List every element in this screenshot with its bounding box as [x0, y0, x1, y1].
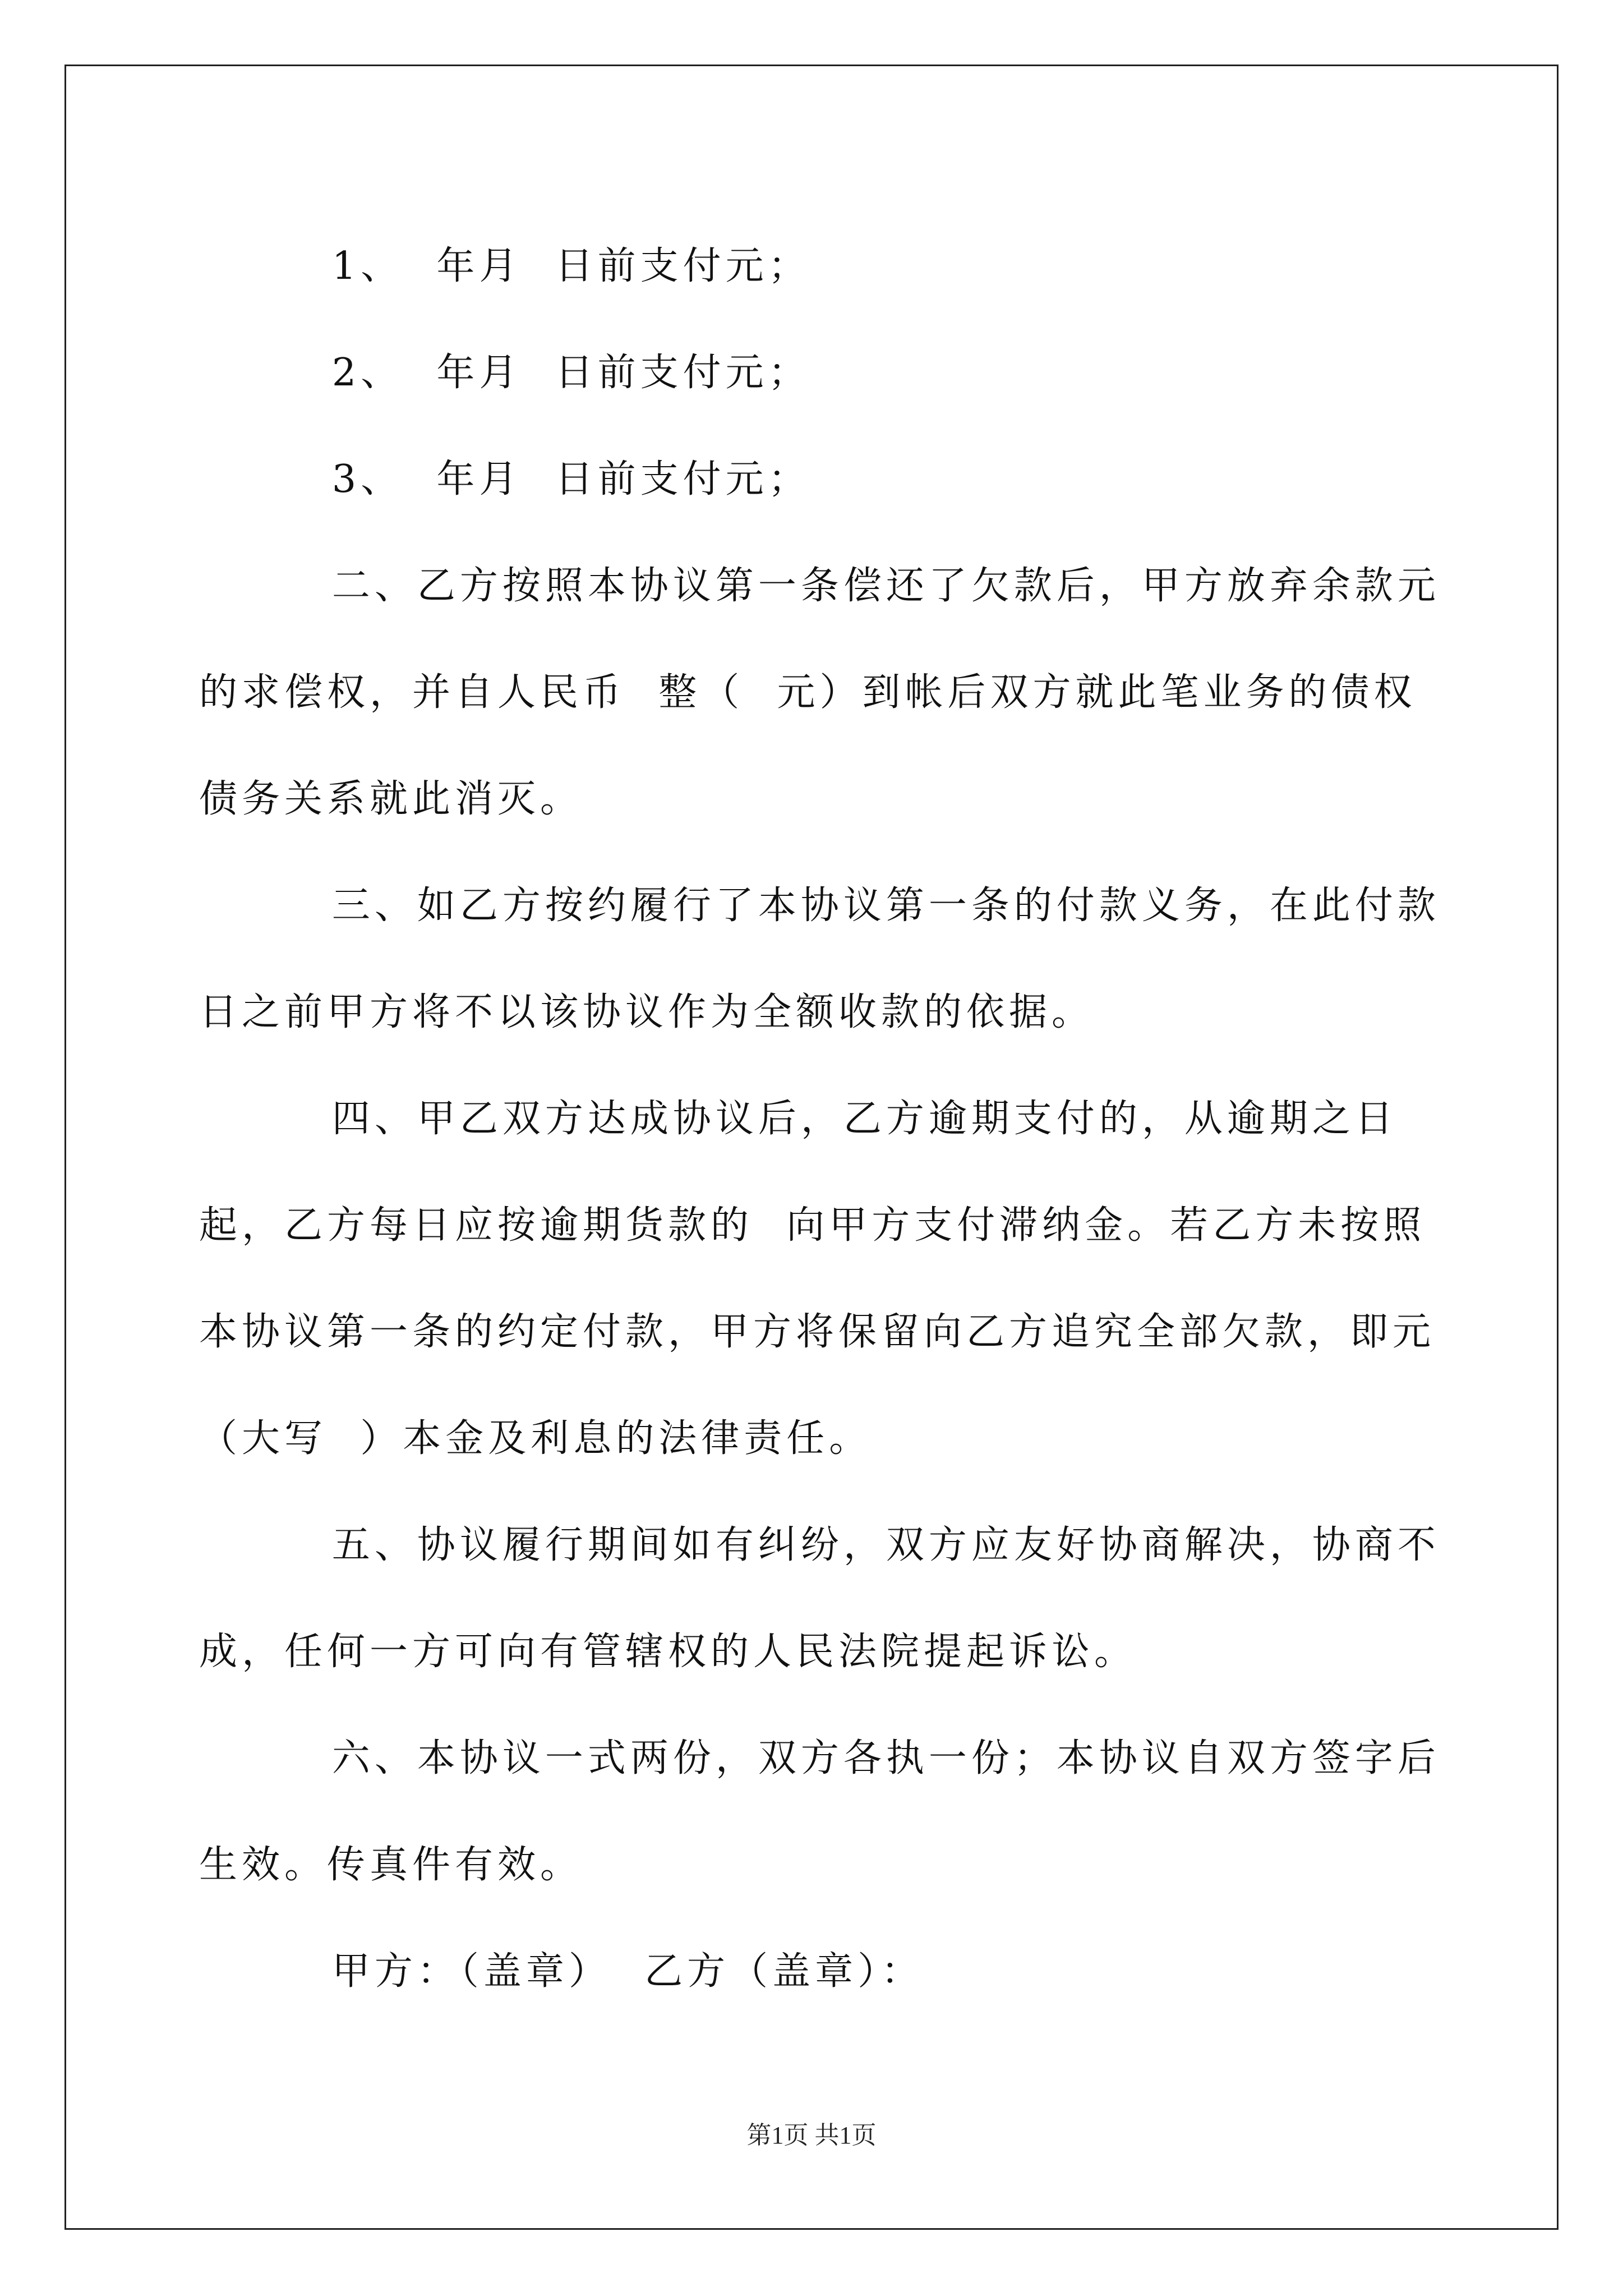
- clause-5: 五、协议履行期间如有纠纷，双方应友好协商解决，协商不成，任何一方可向有管辖权的人民法院提起诉讼。: [199, 1523, 1440, 1674]
- clause-6: 六、本协议一式两份，双方各执一份；本协议自双方签字后生效。传真件有效。: [199, 1736, 1440, 1887]
- page-footer: 第1页 共1页: [746, 2122, 877, 2149]
- clause-4: 四、甲乙双方达成协议后，乙方逾期支付的，从逾期之日起，乙方每日应按逾期货款的 向甲方支付滞纳金。若乙方未按照本协议第一条的约定付款，甲方将保留向乙方追究全部欠款，即元（大写 ）本金及利息的法律责任。: [199, 1097, 1436, 1461]
- document-body: [199, 213, 1455, 2025]
- payment-item-3: 3、 年月 日前支付元；: [199, 457, 811, 501]
- signature-line: 甲方：（盖章） 乙方（盖章）：: [199, 1949, 924, 1994]
- payment-item-2: 2、 年月 日前支付元；: [199, 351, 811, 395]
- clause-2: 二、乙方按照本协议第一条偿还了欠款后，甲方放弃余款元的求偿权，并自人民币 整（ 元）到帐后双方就此笔业务的债权债务关系就此消灭。: [199, 564, 1440, 821]
- payment-item-1: 1、 年月 日前支付元；: [199, 244, 811, 288]
- clause-3: 三、如乙方按约履行了本协议第一条的付款义务，在此付款日之前甲方将不以该协议作为全额收款的依据。: [199, 884, 1440, 1034]
